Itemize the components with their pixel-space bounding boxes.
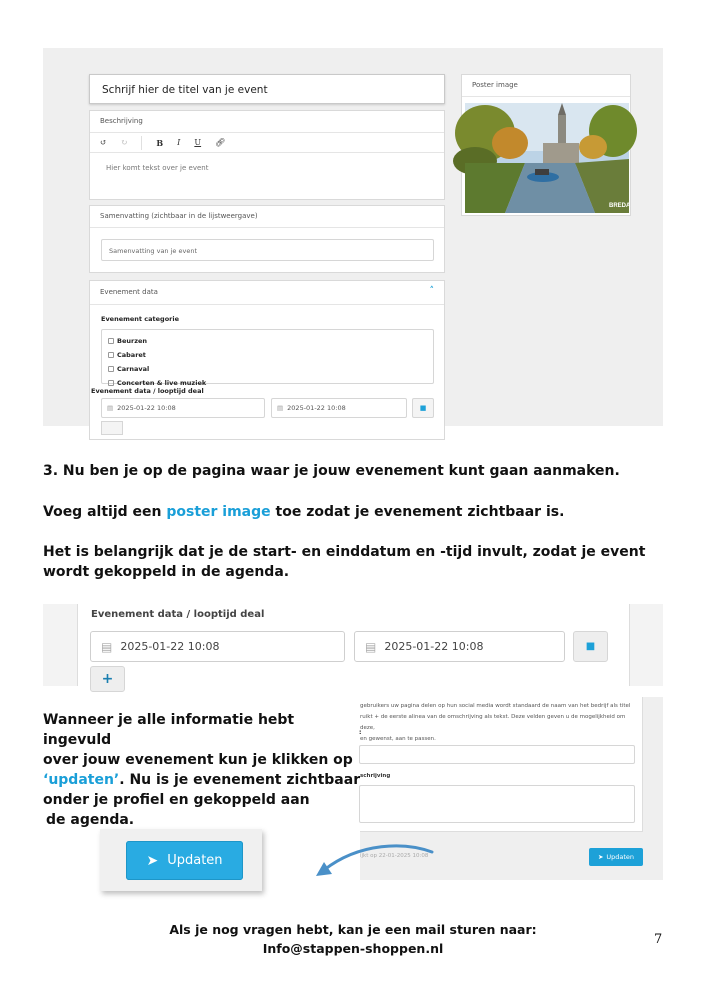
checkbox[interactable] — [108, 366, 114, 372]
delete-date-button[interactable] — [412, 398, 434, 418]
poster-label: Poster image — [462, 75, 630, 97]
social-description-label: schrijving — [360, 773, 391, 779]
add-date-button[interactable]: + — [90, 666, 125, 692]
bold-icon[interactable]: B — [156, 137, 164, 148]
trash-icon: ■ — [419, 404, 427, 412]
update-button-zoom — [100, 829, 262, 891]
poster-card — [461, 74, 631, 216]
dates-label: Evenement data / looptijd deal — [91, 609, 265, 620]
end-date-input[interactable]: ▤ 2025-01-22 10:08 — [271, 398, 407, 418]
undo-icon[interactable]: ↺ — [100, 138, 107, 147]
category-label: Evenement categorie — [101, 315, 180, 323]
update-highlight: ‘updaten’ — [43, 772, 120, 788]
footer-email[interactable]: Info@stappen-shoppen.nl — [262, 941, 444, 956]
poster-watermark: BREDA — [609, 203, 631, 209]
poster-image[interactable] — [465, 103, 629, 213]
redo-icon[interactable]: ↻ — [120, 138, 128, 147]
trash-icon: ■ — [585, 641, 596, 652]
calendar-icon: ▤ — [107, 404, 114, 412]
calendar-icon: ▤ — [365, 639, 377, 654]
event-dates-screenshot — [43, 604, 663, 686]
delete-date-button[interactable] — [573, 631, 608, 662]
event-data-header[interactable] — [90, 281, 444, 305]
event-data-card — [89, 280, 445, 440]
description-editor[interactable]: Hier komt tekst over je event — [106, 164, 209, 172]
underline-icon[interactable]: U — [194, 138, 202, 147]
checkbox[interactable] — [108, 338, 114, 344]
start-date-input[interactable]: ▤ 2025-01-22 10:08 — [101, 398, 265, 418]
end-date-input[interactable]: ▤ 2025-01-22 10:08 — [354, 631, 565, 662]
update-button-small[interactable]: ➤ Updaten — [589, 848, 643, 866]
social-share-info: gebruikers uw pagina delen op hun social media wordt standaard de naam van het bedrijf als titel ruikt + de eerste alinea van de omschrijving als tekst. Deze velden geven u de mogelijkheid om deze, en gewenst, aan te passen. — [360, 703, 631, 742]
event-title-input[interactable] — [89, 74, 445, 104]
pointer-arrow — [310, 838, 440, 883]
summary-input[interactable]: Samenvatting van je event — [101, 239, 434, 261]
checkbox[interactable] — [108, 380, 114, 386]
update-instruction: Wanneer je alle informatie hebt ingevuld over jouw evenement kun je klikken op ‘updaten’. Nu is je evenement zichtbaar onder je profiel en gekoppeld aan de agenda. — [43, 712, 361, 828]
description-card — [89, 110, 445, 200]
step3-text: 3. Nu ben je op de pagina waar je jouw evenement kunt gaan aanmaken. — [43, 463, 620, 479]
update-form-screenshot: gebruikers uw pagina delen op hun social media wordt standaard de naam van het bedrijf als titel ruikt + de eerste alinea van de omschrijving als tekst. Deze velden geven u de mogelijkheid om deze, en gewenst, aan te passen. : schrijving ijkt op 22-01-2025 10:08 ➤ Updaten — [360, 697, 663, 880]
update-button[interactable]: ➤ Updaten — [126, 841, 243, 880]
category-item[interactable]: Beurzen — [108, 334, 427, 348]
poster-highlight: poster image — [166, 504, 271, 520]
event-data-label: Evenement data — [100, 288, 158, 296]
event-form-screenshot — [43, 48, 663, 426]
description-label: Beschrijving — [90, 111, 444, 133]
checkbox[interactable] — [108, 352, 114, 358]
footer-question: Als je nog vragen hebt, kan je een mail sturen naar: — [169, 922, 537, 937]
summary-label: Samenvatting (zichtbaar in de lijstweergave) — [90, 206, 444, 228]
poster-instruction: Voeg altijd een poster image toe zodat je evenement zichtbaar is. — [43, 504, 565, 520]
category-list[interactable] — [101, 329, 434, 387]
social-description-input[interactable] — [359, 785, 635, 823]
last-updated: ijkt op 22-01-2025 10:08 — [360, 853, 429, 859]
start-date-input[interactable]: ▤ 2025-01-22 10:08 — [90, 631, 345, 662]
category-item[interactable]: Carnaval — [108, 362, 427, 376]
dates-instruction: Het is belangrijk dat je de start- en einddatum en -tijd invult, zodat je event wordt gekoppeld in de agenda. — [43, 544, 646, 580]
footer — [0, 920, 706, 958]
dates-label: Evenement data / looptijd deal — [91, 387, 204, 395]
calendar-icon: ▤ — [101, 639, 113, 654]
rocket-icon: ➤ — [146, 852, 159, 869]
summary-card — [89, 205, 445, 273]
category-item[interactable]: Concerten & live muziek — [108, 376, 427, 390]
event-title-placeholder: Schrijf hier de titel van je event — [102, 84, 268, 96]
calendar-icon: ▤ — [277, 404, 284, 412]
add-date-button[interactable] — [101, 421, 123, 435]
social-title-input[interactable] — [359, 745, 635, 764]
chevron-up-icon[interactable]: ˄ — [429, 286, 434, 296]
italic-icon[interactable]: I — [177, 138, 181, 147]
category-item[interactable]: Cabaret — [108, 348, 427, 362]
page-number: 7 — [654, 932, 663, 947]
link-icon[interactable]: 🔗︎ — [215, 138, 226, 147]
editor-toolbar — [90, 133, 444, 153]
send-icon: ➤ — [597, 853, 604, 861]
